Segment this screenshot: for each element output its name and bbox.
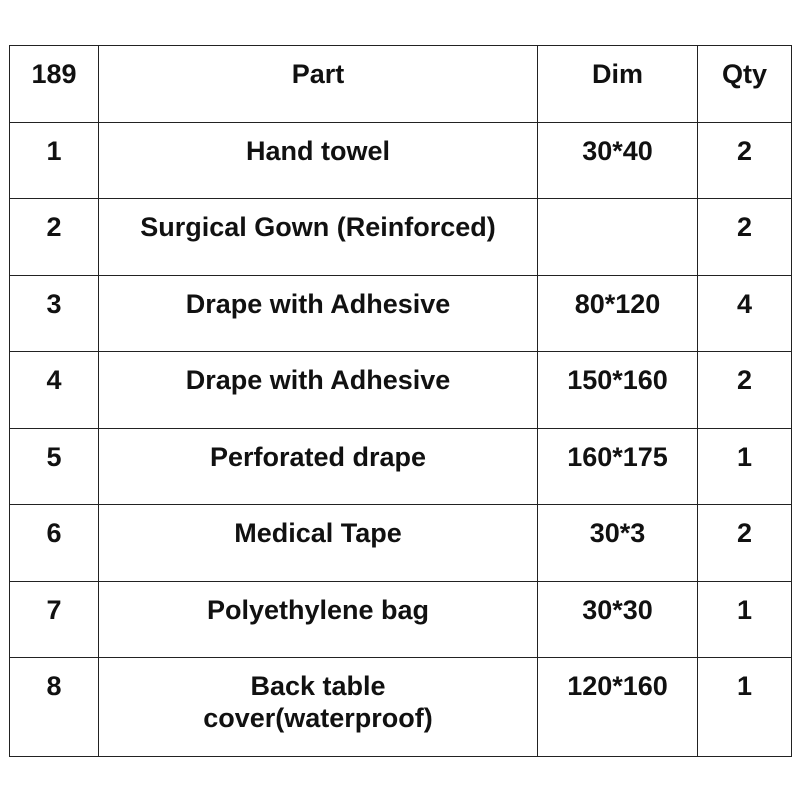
row-dim: 160*175 <box>538 428 698 505</box>
row-number: 3 <box>10 275 99 352</box>
table-row <box>10 428 792 505</box>
row-dim: 150*160 <box>538 352 698 429</box>
row-dim: 30*30 <box>538 581 698 658</box>
row-part <box>99 658 538 757</box>
table-row <box>10 352 792 429</box>
row-number: 8 <box>10 658 99 757</box>
row-part: Polyethylene bag <box>99 581 538 658</box>
row-number: 4 <box>10 352 99 429</box>
row-number: 2 <box>10 199 99 276</box>
row-part: Drape with Adhesive <box>99 352 538 429</box>
row-part: Perforated drape <box>99 428 538 505</box>
table-row <box>10 658 792 757</box>
row-number: 5 <box>10 428 99 505</box>
table-row <box>10 275 792 352</box>
row-qty: 2 <box>698 199 792 276</box>
row-qty: 2 <box>698 505 792 582</box>
table-row <box>10 199 792 276</box>
table-row <box>10 122 792 199</box>
row-part: Surgical Gown (Reinforced) <box>99 199 538 276</box>
table-row <box>10 581 792 658</box>
row-qty: 2 <box>698 122 792 199</box>
row-number: 1 <box>10 122 99 199</box>
row-number: 7 <box>10 581 99 658</box>
row-part: Medical Tape <box>99 505 538 582</box>
row-part: Hand towel <box>99 122 538 199</box>
parts-table <box>9 45 792 757</box>
header-number: 189 <box>10 46 99 123</box>
row-qty: 4 <box>698 275 792 352</box>
row-qty: 1 <box>698 581 792 658</box>
row-dim: 30*3 <box>538 505 698 582</box>
row-dim: 80*120 <box>538 275 698 352</box>
row-dim: 30*40 <box>538 122 698 199</box>
header-part: Part <box>99 46 538 123</box>
row-qty: 2 <box>698 352 792 429</box>
row-dim <box>538 199 698 276</box>
header-qty: Qty <box>698 46 792 123</box>
row-dim: 120*160 <box>538 658 698 757</box>
table-row <box>10 505 792 582</box>
row-part: Drape with Adhesive <box>99 275 538 352</box>
row-qty: 1 <box>698 428 792 505</box>
row-number: 6 <box>10 505 99 582</box>
table-header-row <box>10 46 792 123</box>
row-qty: 1 <box>698 658 792 757</box>
header-dim: Dim <box>538 46 698 123</box>
row-part-line: Back table <box>250 671 386 701</box>
row-part-line: cover(waterproof) <box>203 703 433 733</box>
